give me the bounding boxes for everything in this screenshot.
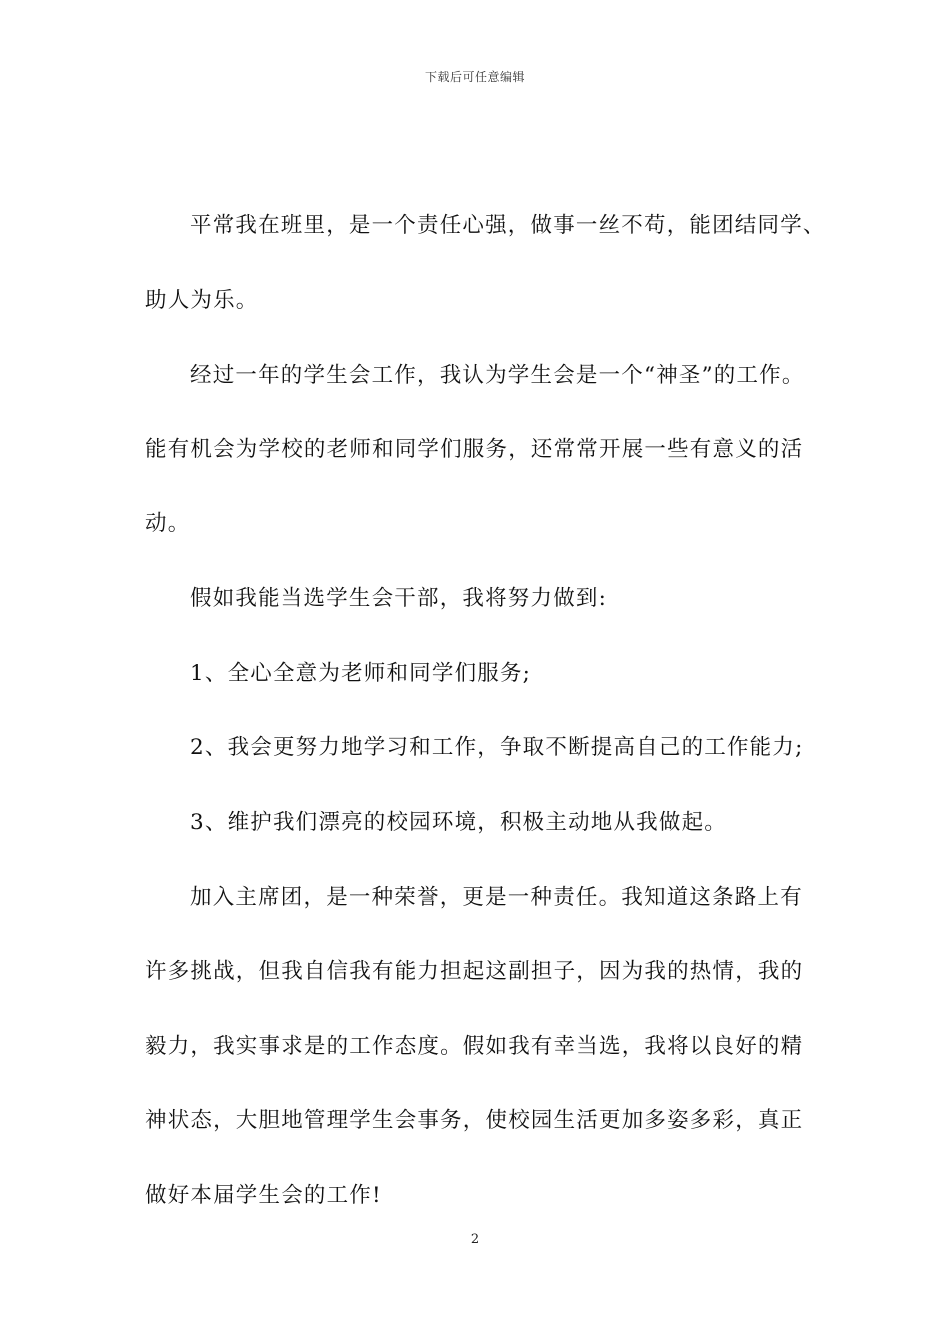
text-line-13: 神状态，大胆地管理学生会事务，使校园生活更加多姿多彩，真正 [145,1108,804,1133]
text-line-2: 助人为乐。 [145,288,259,313]
text-line-5: 动。 [145,511,191,536]
text-line-6: 假如我能当选学生会干部，我将努力做到: [190,586,608,611]
text-line-1: 平常我在班里，是一个责任心强，做事一丝不苟，能团结同学、 [190,213,826,238]
list-item-1: 1、全心全意为老师和同学们服务; [190,661,532,686]
page-header-note: 下载后可任意编辑 [424,70,525,84]
text-line-14: 做好本届学生会的工作! [145,1183,382,1208]
text-line-10: 加入主席团，是一种荣誉，更是一种责任。我知道这条路上有 [190,885,803,910]
list-item-2: 2、我会更努力地学习和工作，争取不断提高自己的工作能力; [190,735,804,760]
list-item-3: 3、维护我们漂亮的校园环境，积极主动地从我做起。 [190,810,727,835]
text-line-12: 毅力，我实事求是的工作态度。假如我有幸当选，我将以良好的精 [145,1034,804,1059]
page-number: 2 [470,1232,480,1247]
text-line-3: 经过一年的学生会工作，我认为学生会是一个“神圣”的工作。 [190,363,805,388]
text-line-11: 许多挑战，但我自信我有能力担起这副担子，因为我的热情，我的 [145,959,804,984]
text-line-4: 能有机会为学校的老师和同学们服务，还常常开展一些有意义的活 [145,437,804,462]
